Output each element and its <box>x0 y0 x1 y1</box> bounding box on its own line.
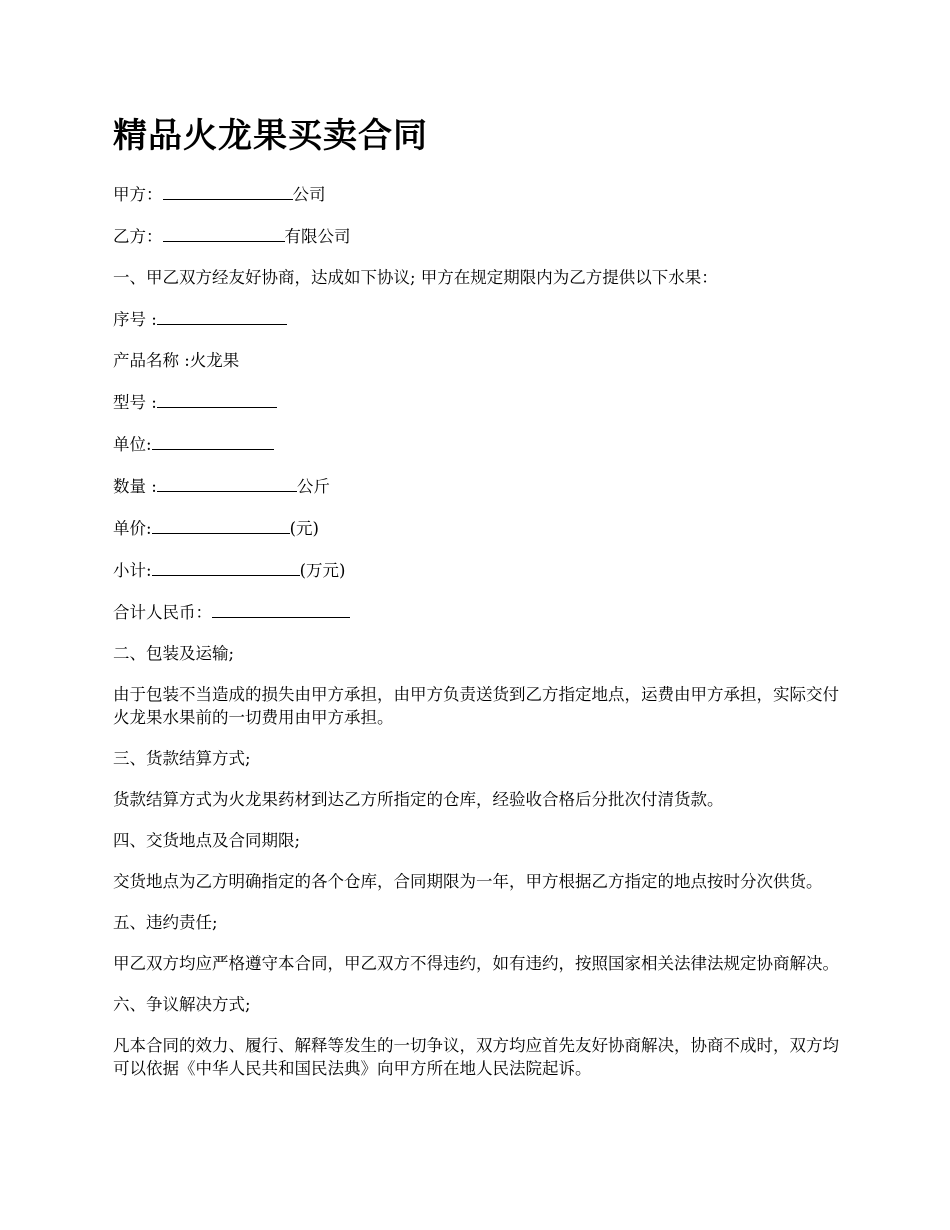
model-line <box>113 390 853 414</box>
total-line <box>113 600 853 624</box>
subtotal-suffix: (万元) <box>299 561 346 580</box>
total-blank <box>212 600 350 618</box>
page-title: 精品火龙果买卖合同 <box>113 116 428 156</box>
section-5-body: 甲乙双方均应严格遵守本合同，甲乙双方不得违约，如有违约，按照国家相关法律法规定协商解决。 <box>113 954 839 973</box>
party-b-label: 乙方： <box>113 227 163 246</box>
section-3-body: 货款结算方式为火龙果药材到达乙方所指定的仓库，经验收合格后分批次付清货款。 <box>113 790 724 809</box>
serial-line <box>113 307 853 331</box>
clause-1: 一、甲乙双方经友好协商，达成如下协议; 甲方在规定期限内为乙方提供以下水果： <box>113 268 718 287</box>
unit-line <box>113 432 853 456</box>
quantity-blank <box>157 474 297 492</box>
party-a-blank <box>163 182 293 200</box>
quantity-suffix: 公斤 <box>296 477 330 496</box>
subtotal-blank <box>152 558 300 576</box>
party-b-suffix: 有限公司 <box>284 227 351 246</box>
serial-blank <box>157 307 287 325</box>
quantity-label: 数量 : <box>113 477 157 496</box>
unit-price-line <box>113 516 853 540</box>
product-name-line: 产品名称 :火龙果 <box>113 351 240 370</box>
party-b-blank <box>163 224 285 242</box>
party-a-suffix: 公司 <box>292 185 326 204</box>
unit-blank <box>152 432 274 450</box>
section-3-heading: 三、货款结算方式; <box>113 749 251 768</box>
subtotal-label: 小计: <box>113 561 152 580</box>
section-6-body: 凡本合同的效力、履行、解释等发生的一切争议，双方均应首先友好协商解决，协商不成时，双方均可以依据《中华人民共和国民法典》向甲方所在地人民法院起诉。 <box>113 1036 839 1078</box>
unit-price-suffix: (元) <box>289 519 319 538</box>
model-label: 型号 : <box>113 393 157 412</box>
party-a-line <box>113 182 853 206</box>
section-4-heading: 四、交货地点及合同期限; <box>113 831 301 850</box>
contract-page <box>113 110 853 1098</box>
section-6-heading: 六、争议解决方式; <box>113 995 251 1014</box>
serial-label: 序号 : <box>113 310 157 329</box>
section-4-body: 交货地点为乙方明确指定的各个仓库，合同期限为一年，甲方根据乙方指定的地点按时分次供货。 <box>113 872 823 891</box>
unit-label: 单位: <box>113 435 152 454</box>
unit-price-label: 单价: <box>113 519 152 538</box>
party-b-line <box>113 224 853 248</box>
total-label: 合计人民币： <box>113 603 212 622</box>
subtotal-line <box>113 558 853 582</box>
party-a-label: 甲方： <box>113 185 163 204</box>
section-2-body: 由于包装不当造成的损失由甲方承担，由甲方负责送货到乙方指定地点，运费由甲方承担，实际交付火龙果水果前的一切费用由甲方承担。 <box>113 685 839 727</box>
quantity-line <box>113 474 853 498</box>
section-5-heading: 五、违约责任; <box>113 913 218 932</box>
model-blank <box>157 390 277 408</box>
section-2-heading: 二、包装及运输; <box>113 644 235 663</box>
unit-price-blank <box>152 516 290 534</box>
